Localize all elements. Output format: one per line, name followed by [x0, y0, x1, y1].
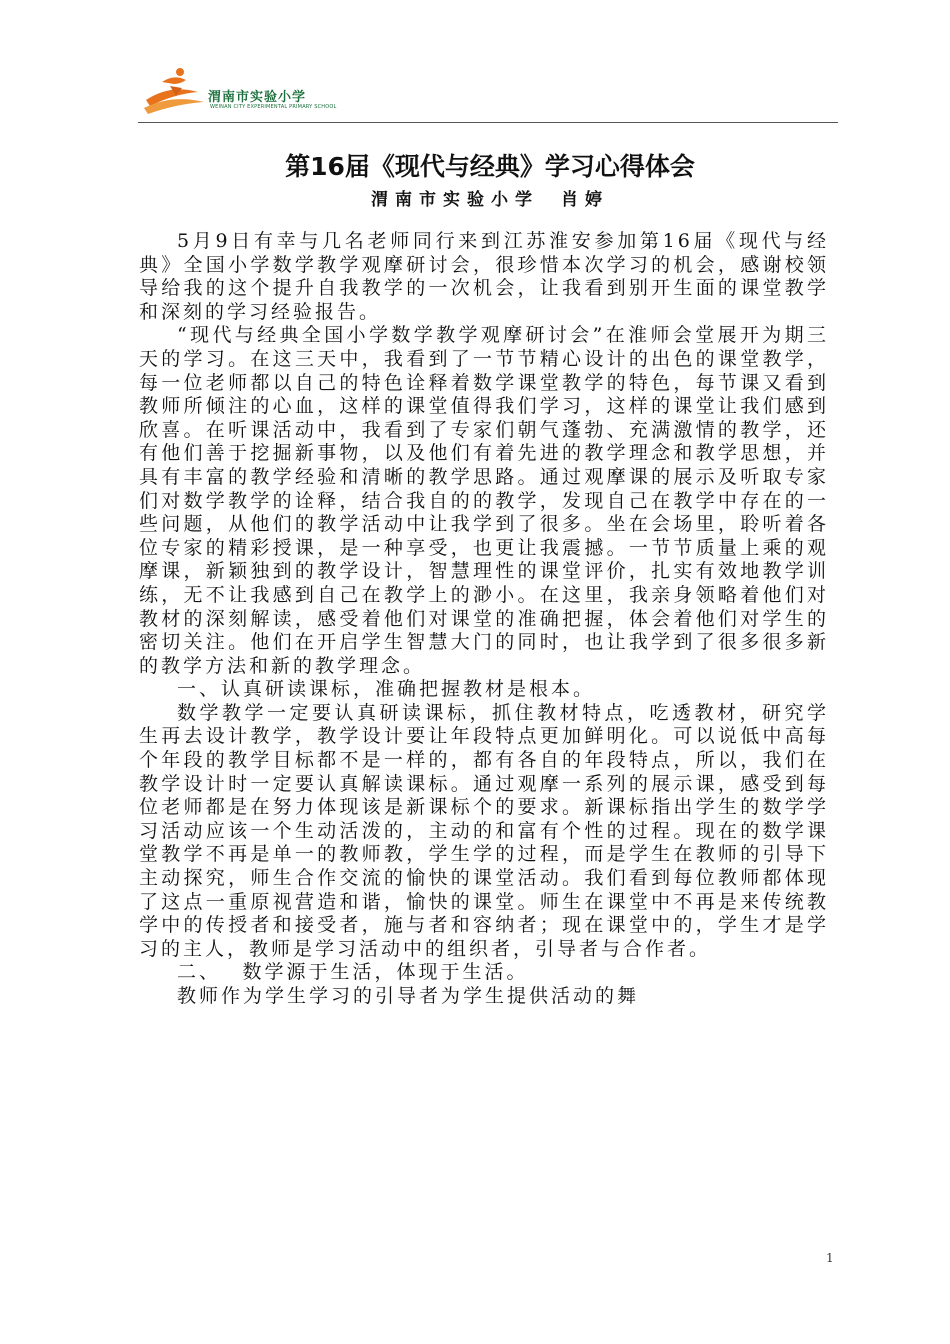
- page-number: 1: [826, 1251, 834, 1265]
- document-body: [139, 230, 829, 1009]
- school-name-cn: 渭南市实验小学: [208, 90, 307, 105]
- school-logo-icon: [140, 64, 210, 118]
- paragraph: 教师作为学生学习的引导者为学生提供活动的舞: [177, 985, 640, 1007]
- page-header: [140, 60, 840, 122]
- paragraph: 数学教学一定要认真研读课标，抓住教材特点，吃透教材，研究学生再去设计教学，教学设计要让年段特点更加鲜明化。可以说低中高每个年段的教学目标都不是一样的，都有各自的年段特点，所以，我们在教学设计时一定要认真解读课标。通过观摩一系列的展示课，感受到每位老师都是在努力体现该是新课标个的要求。新课标指出学生的数学学习活动应该一个生动活泼的，主动的和富有个性的过程。现在的数学课堂教学不再是单一的教师教，学生学的过程，而是学生在教师的引导下主动探究，师生合作交流的愉快的课堂活动。我们看到每位教师都体现了这点一重原视营造和谐，愉快的课堂。师生在课堂中不再是来传统教学中的传授者和接受者，施与者和容纳者；现在课堂中的，学生才是学习的主人，教师是学习活动中的组织者，引导者与合作者。: [139, 701, 829, 960]
- section-heading: 一、认真研读课标，准确把握教材是根本。: [177, 678, 596, 701]
- byline-author: 肖婷: [561, 190, 609, 210]
- byline: [140, 185, 840, 210]
- header-divider: [138, 122, 838, 123]
- paragraph: “现代与经典全国小学数学教学观摩研讨会”在淮师会堂展开为期三天的学习。在这三天中，我看到了一节节精心设计的出色的课堂教学，每一位老师都以自己的特色诠释着数学课堂教学的特色，每节课又看到教师所倾注的心血，这样的课堂值得我们学习，这样的课堂让我们感到欣喜。在听课活动中，我看到了专家们朝气蓬勃、充满激情的教学，还有他们善于挖掘新事物，以及他们有着先进的教学理念和教学思想，并具有丰富的教学经验和清晰的教学思路。通过观摩课的展示及听取专家们对数学教学的诠释，结合我自的的教学，发现自己在教学中存在的一些问题，从他们的教学活动中让我学到了很多。坐在会场里，聆听着各位专家的精彩授课，是一种享受，也更让我震撼。一节节质量上乘的观摩课，新颖独到的教学设计，智慧理性的课堂评价，扎实有效地教学训练，无不让我感到自己在教学上的渺小。在这里，我亲身领略着他们对教材的深刻解读，感受着他们对课堂的准确把握，体会着他们对学生的密切关注。他们在开启学生智慧大门的同时，也让我学到了很多很多新的教学方法和新的教学理念。: [139, 324, 829, 677]
- byline-school: 渭南市实验小学: [371, 190, 539, 210]
- paragraph: 5月9日有幸与几名老师同行来到江苏淮安参加第16届《现代与经典》全国小学数学教学观摩研讨会，很珍惜本次学习的机会，感谢校领导给我的这个提升自我教学的一次机会，让我看到别开生面的课堂教学和深刻的学习经验报告。: [139, 230, 829, 323]
- document-title: 第16届《现代与经典》学习心得体会: [285, 152, 695, 181]
- section-heading: 二、 数学源于生活，体现于生活。: [177, 961, 529, 984]
- school-name-en: WEINAN CITY EXPERIMENTAL PRIMARY SCHOOL: [210, 104, 337, 110]
